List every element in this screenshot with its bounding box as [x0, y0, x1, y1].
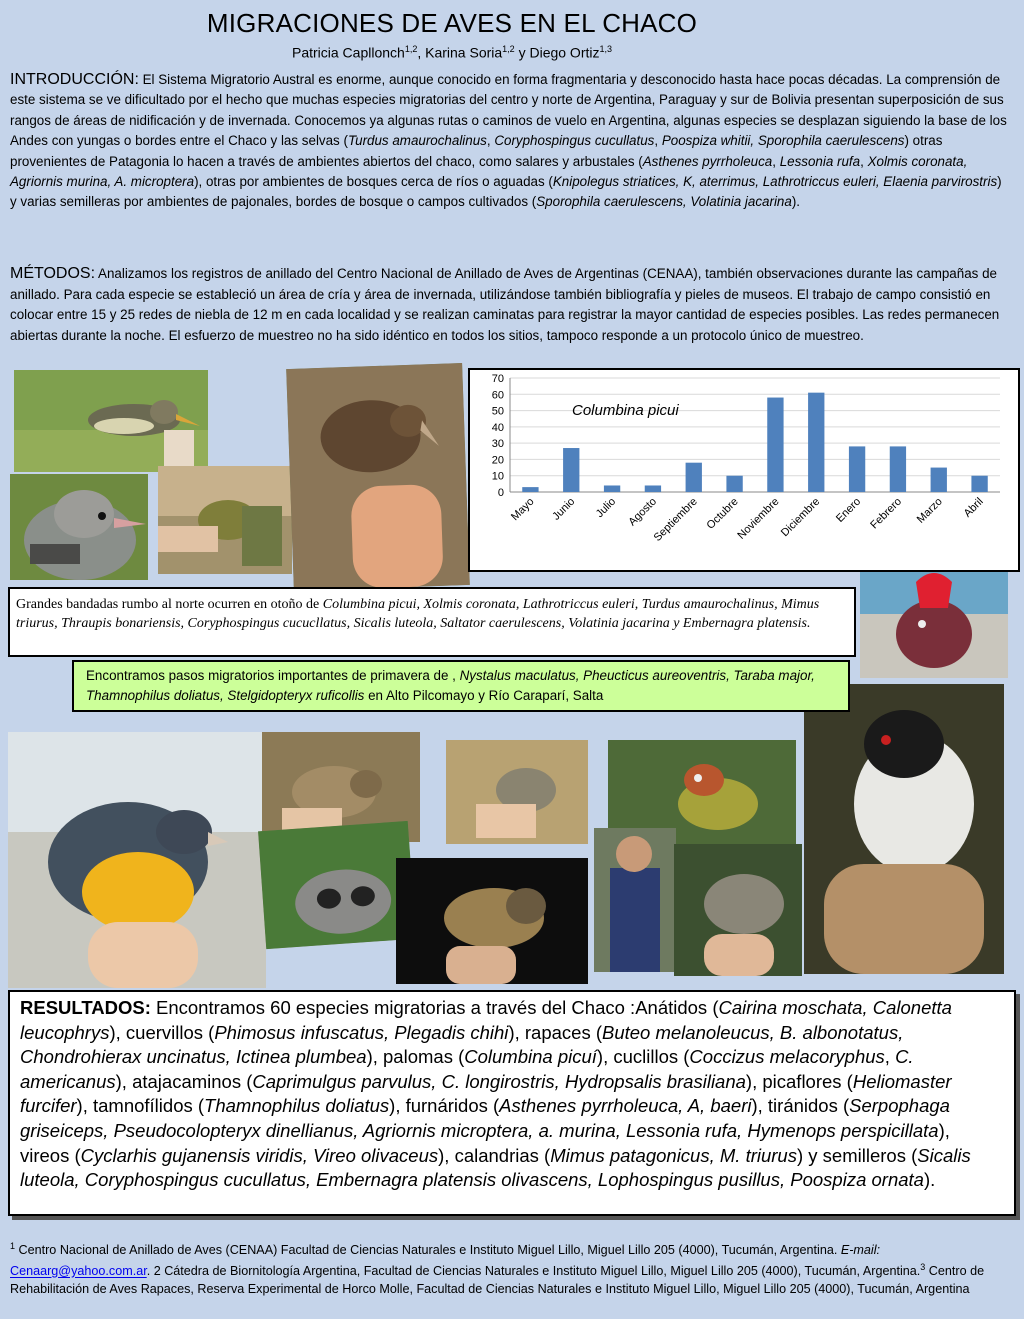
bird-in-hand-photo — [396, 858, 588, 984]
bar — [645, 485, 661, 492]
intro-text: ). — [791, 194, 801, 210]
x-tick-label: Enero — [833, 495, 864, 525]
species-name: Phimosus infuscatus, Plegadis chihi — [214, 1021, 509, 1043]
species-name: Asthenes pyrrholeuca — [642, 153, 773, 169]
introduction-heading: INTRODUCCIÓN: — [10, 71, 139, 88]
y-tick-label: 40 — [491, 421, 504, 434]
email-label: E-mail: — [840, 1243, 881, 1258]
x-tick-label: Noviembre — [735, 495, 782, 542]
x-tick-label: Mayo — [509, 495, 537, 524]
y-tick-label: 30 — [491, 438, 504, 451]
results-text: ), picaflores ( — [745, 1070, 853, 1092]
species-name: Sicalis luteola, Coryphospingus cucullatus, Embernagra platensis olivascens, Lophospingus pusillus, Poospiza ornata — [20, 1144, 971, 1191]
results-text: ), rapaces ( — [508, 1021, 602, 1043]
affiliation-sup: 1 — [10, 1241, 16, 1251]
results-heading: RESULTADOS: — [20, 997, 151, 1018]
bar — [849, 446, 865, 492]
bar — [726, 476, 742, 492]
bar — [563, 448, 579, 492]
bird-in-hand-photo — [674, 844, 802, 976]
x-tick-label: Abril — [961, 495, 986, 520]
species-name: Buteo melanoleucus, B. albonotatus, Chondrohierax uncinatus, Ictinea plumbea — [20, 1021, 904, 1068]
species-name: Turdus amaurochalinus — [347, 133, 487, 149]
bar — [971, 476, 987, 492]
bar-chart — [468, 368, 1020, 572]
methods-heading: MÉTODOS: — [10, 265, 96, 282]
affiliations-footer — [10, 1238, 1014, 1298]
x-tick-label: Diciembre — [778, 495, 823, 540]
results-text: Encontramos 60 especies migratorias a través del Chaco :Anátidos ( — [150, 997, 719, 1018]
results-text: ), atajacaminos ( — [115, 1070, 253, 1092]
species-name: Heliomaster furcifer — [20, 1070, 952, 1117]
person-photo — [594, 828, 676, 972]
species-name: Sporophila caerulescens, Volatinia jacarina — [536, 194, 792, 210]
bird-in-hand-photo — [8, 732, 266, 988]
methods-text: Analizamos los registros de anillado del Centro Nacional de Anillado de Aves de Argentinas (CENAA), también observaciones durante las campañas de anillado. Para cada especie se estableció un área de cría y área de invernada, utilizándose también bibliografía y pieles de museos. El trabajo de campo consistió en colocar entre 15 y 25 redes de niebla de 12 m en cada localidad y se realizan caminatas para registrar la mayor cantidad de especies posibles. Las redes permanecen abiertas durante la noche. El esfuerzo de muestreo no ha sido idéntico en todos los sitios, tampoco responde a un protocolo único de muestreo. — [10, 266, 1000, 343]
species-name: Lessonia rufa — [779, 153, 861, 169]
results-text: ), palomas ( — [366, 1046, 465, 1068]
species-name: Columbina picuí — [464, 1046, 597, 1068]
species-name: Serpophaga griseiceps, Pseudocolopteryx dinellianus, Agriornis microptera, a. murina, Lessonia rufa, Hymenops perspicillata — [20, 1095, 950, 1141]
species-name: Xolmis coronata, Agriornis murina, A. microptera — [10, 153, 968, 190]
bird-in-hand-photo — [804, 684, 1004, 974]
note-text: en Alto Pilcomayo y Río Caraparí, Salta — [364, 688, 604, 703]
x-tick-label: Junio — [550, 495, 578, 523]
species-list: Columbina picui, Xolmis coronata, Lathrotriccus euleri, Turdus amaurochalinus, Mimus triurus, Thraupis bonariensis, Coryphospingus cucucllatus, Sicalis luteola, Saltator caerulescens, Volatinia jacarina y Embernagra platensis. — [16, 597, 820, 631]
x-tick-label: Febrero — [868, 495, 905, 532]
x-tick-label: Septiembre — [651, 495, 700, 544]
results-text: ), cuervillos ( — [109, 1021, 215, 1043]
spring-passage-note — [72, 660, 850, 712]
bar — [808, 393, 824, 492]
species-name: Asthenes pyrrholeuca, A, baeri — [499, 1095, 752, 1117]
species-name: Thamnophilus doliatus — [204, 1095, 390, 1117]
bird-photo — [14, 370, 208, 472]
results-text: ). — [923, 1169, 936, 1191]
species-name: Knipolegus striatices, K, aterrimus, Lathrotriccus euleri, Elaenia parvirostris — [552, 174, 998, 190]
affiliation-sup: 1,3 — [599, 44, 613, 54]
species-name: Cairina moschata, Calonetta leucophrys — [20, 997, 952, 1043]
results-section — [8, 990, 1016, 1216]
species-name: Poospiza whitii, Sporophila caerulescens — [661, 133, 905, 149]
note-text: Encontramos pasos migratorios importantes de primavera de , — [86, 668, 460, 683]
affiliation-sup: 1,2 — [404, 44, 418, 54]
bird-in-hand-photo — [446, 740, 588, 844]
affiliation-sup: 3 — [920, 1262, 926, 1273]
intro-text: ) y varias semilleras por ambientes de pajonales, bordes de bosque o campos cultivados ( — [10, 174, 1002, 210]
bird-photo — [10, 474, 148, 580]
intro-text: , — [860, 153, 868, 169]
methods-section — [10, 264, 1010, 346]
intro-text: , — [772, 153, 780, 169]
y-tick-label: 70 — [491, 373, 504, 385]
bird-photo — [158, 466, 292, 574]
bar — [522, 487, 538, 492]
bird-in-hand-photo — [286, 363, 470, 591]
x-tick-label: Marzo — [914, 495, 945, 526]
bar — [604, 485, 620, 492]
affiliation-sup: 1,2 — [502, 44, 515, 54]
results-text: ), tamnofílidos ( — [76, 1095, 205, 1117]
species-name: Coccizus melacoryphus — [689, 1046, 885, 1068]
y-tick-label: 20 — [491, 454, 504, 467]
results-text: ), cuclillos ( — [596, 1046, 690, 1068]
y-tick-label: 50 — [491, 405, 504, 418]
bar — [931, 468, 947, 492]
bird-photo — [860, 564, 1008, 678]
footer-text: . 2 Cátedra de Biornitología Argentina, Facultad de Ciencias Naturales e Instituto Miguel Lillo, Miguel Lillo 205 (4000), Tucumán, Argentina. — [146, 1264, 921, 1279]
results-text: ), vireos ( — [20, 1119, 950, 1166]
author-name: y Diego Ortiz — [514, 44, 600, 61]
species-list: Nystalus maculatus, Pheucticus aureoventris, Taraba major, Thamnophilus doliatus, Stelgidopteryx ruficollis — [86, 668, 815, 703]
bar — [686, 463, 702, 492]
y-tick-label: 60 — [491, 389, 504, 402]
chart-svg — [470, 370, 1018, 570]
bar — [890, 446, 906, 492]
note-text: Grandes bandadas rumbo al norte ocurren en otoño de — [16, 597, 323, 612]
intro-text: El Sistema Migratorio Austral es enorme, aunque conocido en forma fragmentaria y desconocido hasta hace pocas décadas. La comprensión de este sistema se ve dificultado por el hecho que muchas especies migratorias del centro y norte de Argentina, Paraguay y sur de Bolivia presentan superposición de sus rangos de áreas de nidificación y de invernada. Conocemos ya algunas rutas o caminos de vuelo en Argentina, algunas especies se desplazan siguiendo la base de los Andes con yungas o bordes entre el Chaco y las selvas ( — [10, 72, 1007, 149]
author-name: Patricia Capllonch — [291, 44, 405, 61]
y-tick-label: 10 — [491, 470, 504, 483]
x-tick-label: Agosto — [626, 495, 660, 529]
introduction-section — [10, 70, 1010, 213]
results-text: ), furnáridos ( — [389, 1095, 500, 1117]
bar — [767, 398, 783, 492]
authors-line — [0, 44, 904, 61]
author-name: , Karina Soria — [417, 44, 503, 61]
results-text: ), calandrias ( — [438, 1144, 551, 1166]
footer-text: Centro de Rehabilitación de Aves Rapaces, Reserva Experimental de Horco Molle, Facultad de Ciencias Naturales e Instituto Miguel Lillo, Miguel Lillo 205 (4000), Tucumán, Argentina — [10, 1264, 985, 1296]
species-name: C. americanus — [20, 1046, 914, 1092]
intro-text: , — [654, 133, 662, 149]
poster-title: MIGRACIONES DE AVES EN EL CHACO — [206, 8, 698, 38]
species-name: Coryphospingus cucullatus — [494, 133, 655, 149]
intro-text: ) otras provenientes de Patagonia lo hacen a través de ambientes abiertos del chaco, como salares y arbustales ( — [10, 133, 943, 169]
intro-text: ), otras por ambientes de bosques cerca de ríos o aguadas ( — [194, 174, 553, 190]
results-text: ), tiránidos ( — [751, 1095, 850, 1117]
species-name: Caprimulgus parvulus, C. longirostris, Hydropsalis brasiliana — [252, 1070, 746, 1092]
y-tick-label: 0 — [497, 487, 504, 499]
x-tick-label: Octubre — [704, 495, 741, 532]
x-tick-label: Julio — [593, 495, 619, 521]
intro-text: , — [486, 133, 495, 149]
footer-text: Centro Nacional de Anillado de Aves (CENAA) Facultad de Ciencias Naturales e Instituto Miguel Lillo, Miguel Lillo 205 (4000), Tucumán, Argentina. — [15, 1243, 841, 1258]
species-name: Mimus patagonicus, M. triurus — [550, 1144, 797, 1166]
autumn-flocks-note — [8, 587, 856, 657]
bird-photo — [258, 821, 416, 949]
species-name: Cyclarhis gujanensis viridis, Vireo olivaceus — [80, 1144, 439, 1166]
chart-title: Columbina picui — [572, 402, 679, 419]
results-text: , — [884, 1046, 896, 1068]
results-text: ) y semilleros ( — [796, 1144, 918, 1166]
email-link[interactable]: Cenaarg@yahoo.com.ar — [10, 1264, 147, 1279]
